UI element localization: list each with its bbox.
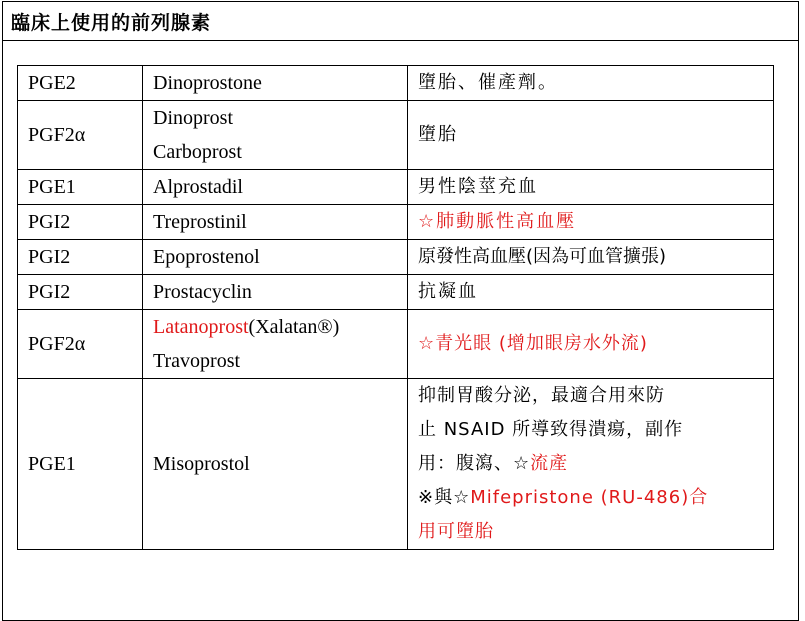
drug-brand: (Xalatan®) — [248, 316, 340, 338]
pg-type-cell: PGI2 — [18, 240, 143, 275]
drug-name: Travoprost — [153, 350, 241, 372]
use-line: 抑制胃酸分泌，最適合用來防 — [418, 385, 665, 406]
pg-type-cell: PGE1 — [18, 170, 143, 205]
use-cell: 墮胎 — [408, 101, 774, 170]
drug-cell — [143, 310, 408, 379]
drug-cell: Misoprostol — [143, 379, 408, 550]
pg-type-cell: PGI2 — [18, 275, 143, 310]
drug-cell: Dinoprostone — [143, 66, 408, 101]
drug-name: Carboprost — [153, 141, 242, 163]
drug-name — [153, 310, 407, 344]
use-cell: 抗凝血 — [408, 275, 774, 310]
use-cell: 墮胎、催產劑。 — [408, 66, 774, 101]
drug-name-highlight: Latanoprost — [153, 316, 249, 338]
use-cell — [408, 379, 774, 550]
use-line — [418, 447, 773, 481]
use-text: 用：腹瀉、☆ — [418, 453, 531, 474]
table-row — [18, 379, 774, 550]
table-row — [18, 66, 774, 101]
pg-type-cell: PGE1 — [18, 379, 143, 550]
use-cell: 原發性高血壓(因為可血管擴張) — [408, 240, 774, 275]
table-row — [18, 170, 774, 205]
table-row — [18, 240, 774, 275]
drug-cell: Treprostinil — [143, 205, 408, 240]
use-text: ※與☆ — [418, 487, 471, 508]
table-row — [18, 101, 774, 170]
use-line — [418, 481, 773, 515]
pg-type-cell: PGI2 — [18, 205, 143, 240]
drug-cell: Alprostadil — [143, 170, 408, 205]
use-cell: ☆肺動脈性高血壓 — [408, 205, 774, 240]
pg-type-cell: PGE2 — [18, 66, 143, 101]
pg-type-cell: PGF2α — [18, 310, 143, 379]
use-cell: ☆青光眼 (增加眼房水外流) — [408, 310, 774, 379]
use-cell: 男性陰莖充血 — [408, 170, 774, 205]
table-row — [18, 205, 774, 240]
use-line: 止 NSAID 所導致得潰瘍，副作 — [418, 419, 684, 440]
document-title: 臨床上使用的前列腺素 — [3, 2, 798, 41]
drug-cell: Epoprostenol — [143, 240, 408, 275]
prostaglandin-table — [17, 65, 774, 550]
drug-name: Dinoprost — [153, 107, 233, 129]
table-row — [18, 310, 774, 379]
drug-cell — [143, 101, 408, 170]
use-line: 用可墮胎 — [418, 521, 494, 542]
pg-type-cell: PGF2α — [18, 101, 143, 170]
use-text-highlight: Mifepristone (RU-486)合 — [470, 487, 709, 508]
drug-cell: Prostacyclin — [143, 275, 408, 310]
use-text-highlight: 流產 — [530, 453, 569, 474]
table-row — [18, 275, 774, 310]
